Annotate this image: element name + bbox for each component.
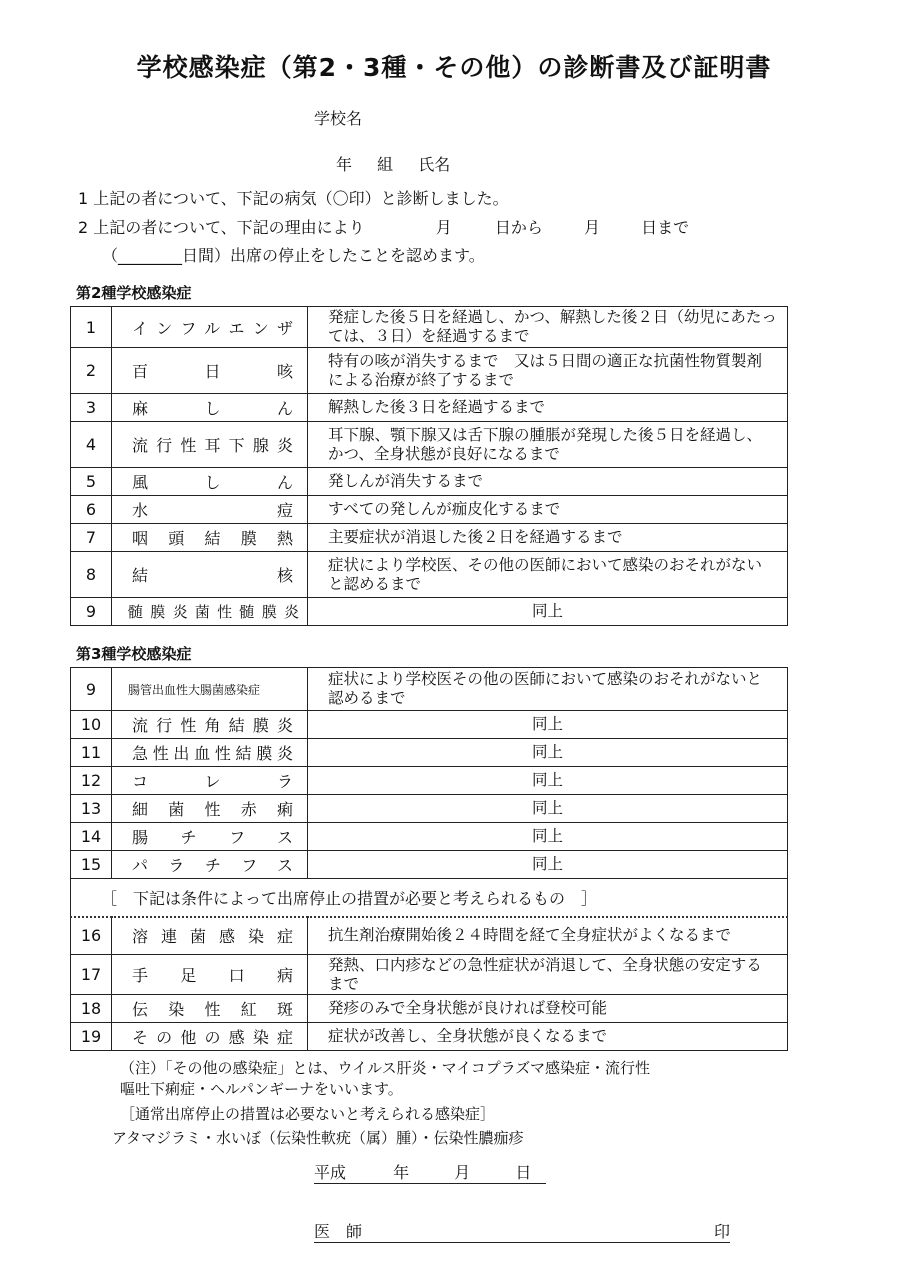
month-unit: 月 [454, 1163, 471, 1182]
table-row: 1 インフルエンザ 発症した後５日を経過し、かつ、解熱した後２日（幼児にあたっては、３日）を経過するまで [71, 307, 788, 348]
table-row: 15 パラチフス 同上 [71, 851, 788, 879]
table-row: 9 腸管出血性大腸菌感染症 症状により学校医その他の医師において感染のおそれがないと認めるまで [71, 668, 788, 711]
conditional-note: ［ 下記は条件によって出席停止の措置が必要と考えられるもの ］ [71, 879, 788, 917]
footnote-4: アタマジラミ・水いぼ（伝染性軟疣（属）腫）・伝染性膿痂疹 [112, 1129, 524, 1147]
table-row: 13 細菌性赤痢 同上 [71, 795, 788, 823]
statement-1: 1 上記の者について、下記の病気（〇印）と診断しました。 [78, 189, 509, 208]
year-label: 年 [336, 155, 353, 174]
day-from-label: 日から [494, 218, 543, 237]
footnote-2: 嘔吐下痢症・ヘルパンギーナをいいます。 [120, 1080, 403, 1098]
table-row: 17 手足口病 発熱、口内疹などの急性症状が消退して、全身状態の安定するまで [71, 955, 788, 995]
era-label: 平成 [314, 1163, 347, 1182]
section-3-heading: 第3種学校感染症 [76, 645, 192, 663]
statement-2-days: （________日間）出席の停止をしたことを認めます。 [102, 246, 485, 265]
date-line [314, 1160, 546, 1184]
table-row: 12 コ レ ラ 同上 [71, 767, 788, 795]
table-row: 10 流行性角結膜炎 同上 [71, 711, 788, 739]
statement-2 [78, 215, 689, 238]
footnote-1: （注）「その他の感染症」とは、ウイルス肝炎・マイコプラズマ感染症・流行性 [120, 1059, 650, 1077]
table-row: 16 溶連菌感染症 抗生剤治療開始後２４時間を経て全身症状がよくなるまで [71, 917, 788, 955]
month-to-label: 月 [583, 218, 600, 237]
school-name-label: 学校名 [314, 109, 363, 128]
doctor-signature-line [314, 1219, 730, 1243]
table-row: 9 髄膜炎菌性髄膜炎 同上 [71, 598, 788, 626]
table-row: 18 伝染性紅斑 発疹のみで全身状態が良ければ登校可能 [71, 995, 788, 1023]
section-2-heading: 第2種学校感染症 [76, 284, 192, 302]
day-to-label: 日まで [641, 218, 690, 237]
table-row: 5 風 し ん 発しんが消失するまで [71, 468, 788, 496]
table-row: 4 流行性耳下腺炎 耳下腺、顎下腺又は舌下腺の腫脹が発現した後５日を経過し、かつ、全身状態が良好になるまで [71, 422, 788, 468]
year-unit: 年 [393, 1163, 410, 1182]
table-row: 6 水 痘 すべての発しんが痂皮化するまで [71, 496, 788, 524]
page-title: 学校感染症（第2・3種・その他）の診断書及び証明書 [136, 53, 772, 82]
conditional-note-row [71, 879, 788, 917]
name-label: 氏名 [418, 155, 451, 174]
month-from-label: 月 [435, 218, 452, 237]
day-unit: 日 [515, 1163, 532, 1182]
section-3-table [70, 667, 788, 1051]
table-row: 7 咽頭結膜熱 主要症状が消退した後２日を経過するまで [71, 524, 788, 552]
statement-2-prefix: 2 上記の者について、下記の理由により [78, 218, 365, 237]
footnote-3: ［通常出席停止の措置は必要ないと考えられる感染症］ [120, 1105, 496, 1123]
section-2-table [70, 306, 788, 626]
table-row: 8 結 核 症状により学校医、その他の医師において感染のおそれがないと認めるまで [71, 552, 788, 598]
table-row: 11 急性出血性結膜炎 同上 [71, 739, 788, 767]
table-row: 3 麻 し ん 解熱した後３日を経過するまで [71, 394, 788, 422]
student-fields [336, 152, 470, 175]
table-row: 19 その他の感染症 症状が改善し、全身状態が良くなるまで [71, 1023, 788, 1051]
class-label: 組 [377, 155, 394, 174]
table-row: 14 腸チフス 同上 [71, 823, 788, 851]
seal-label: 印 [713, 1222, 730, 1241]
days-blank: ________ [118, 246, 183, 265]
table-row: 2 百 日 咳 特有の咳が消失するまで 又は５日間の適正な抗菌性物質製剤による治療が終了するまで [71, 348, 788, 394]
doctor-label: 医 師 [314, 1222, 363, 1241]
